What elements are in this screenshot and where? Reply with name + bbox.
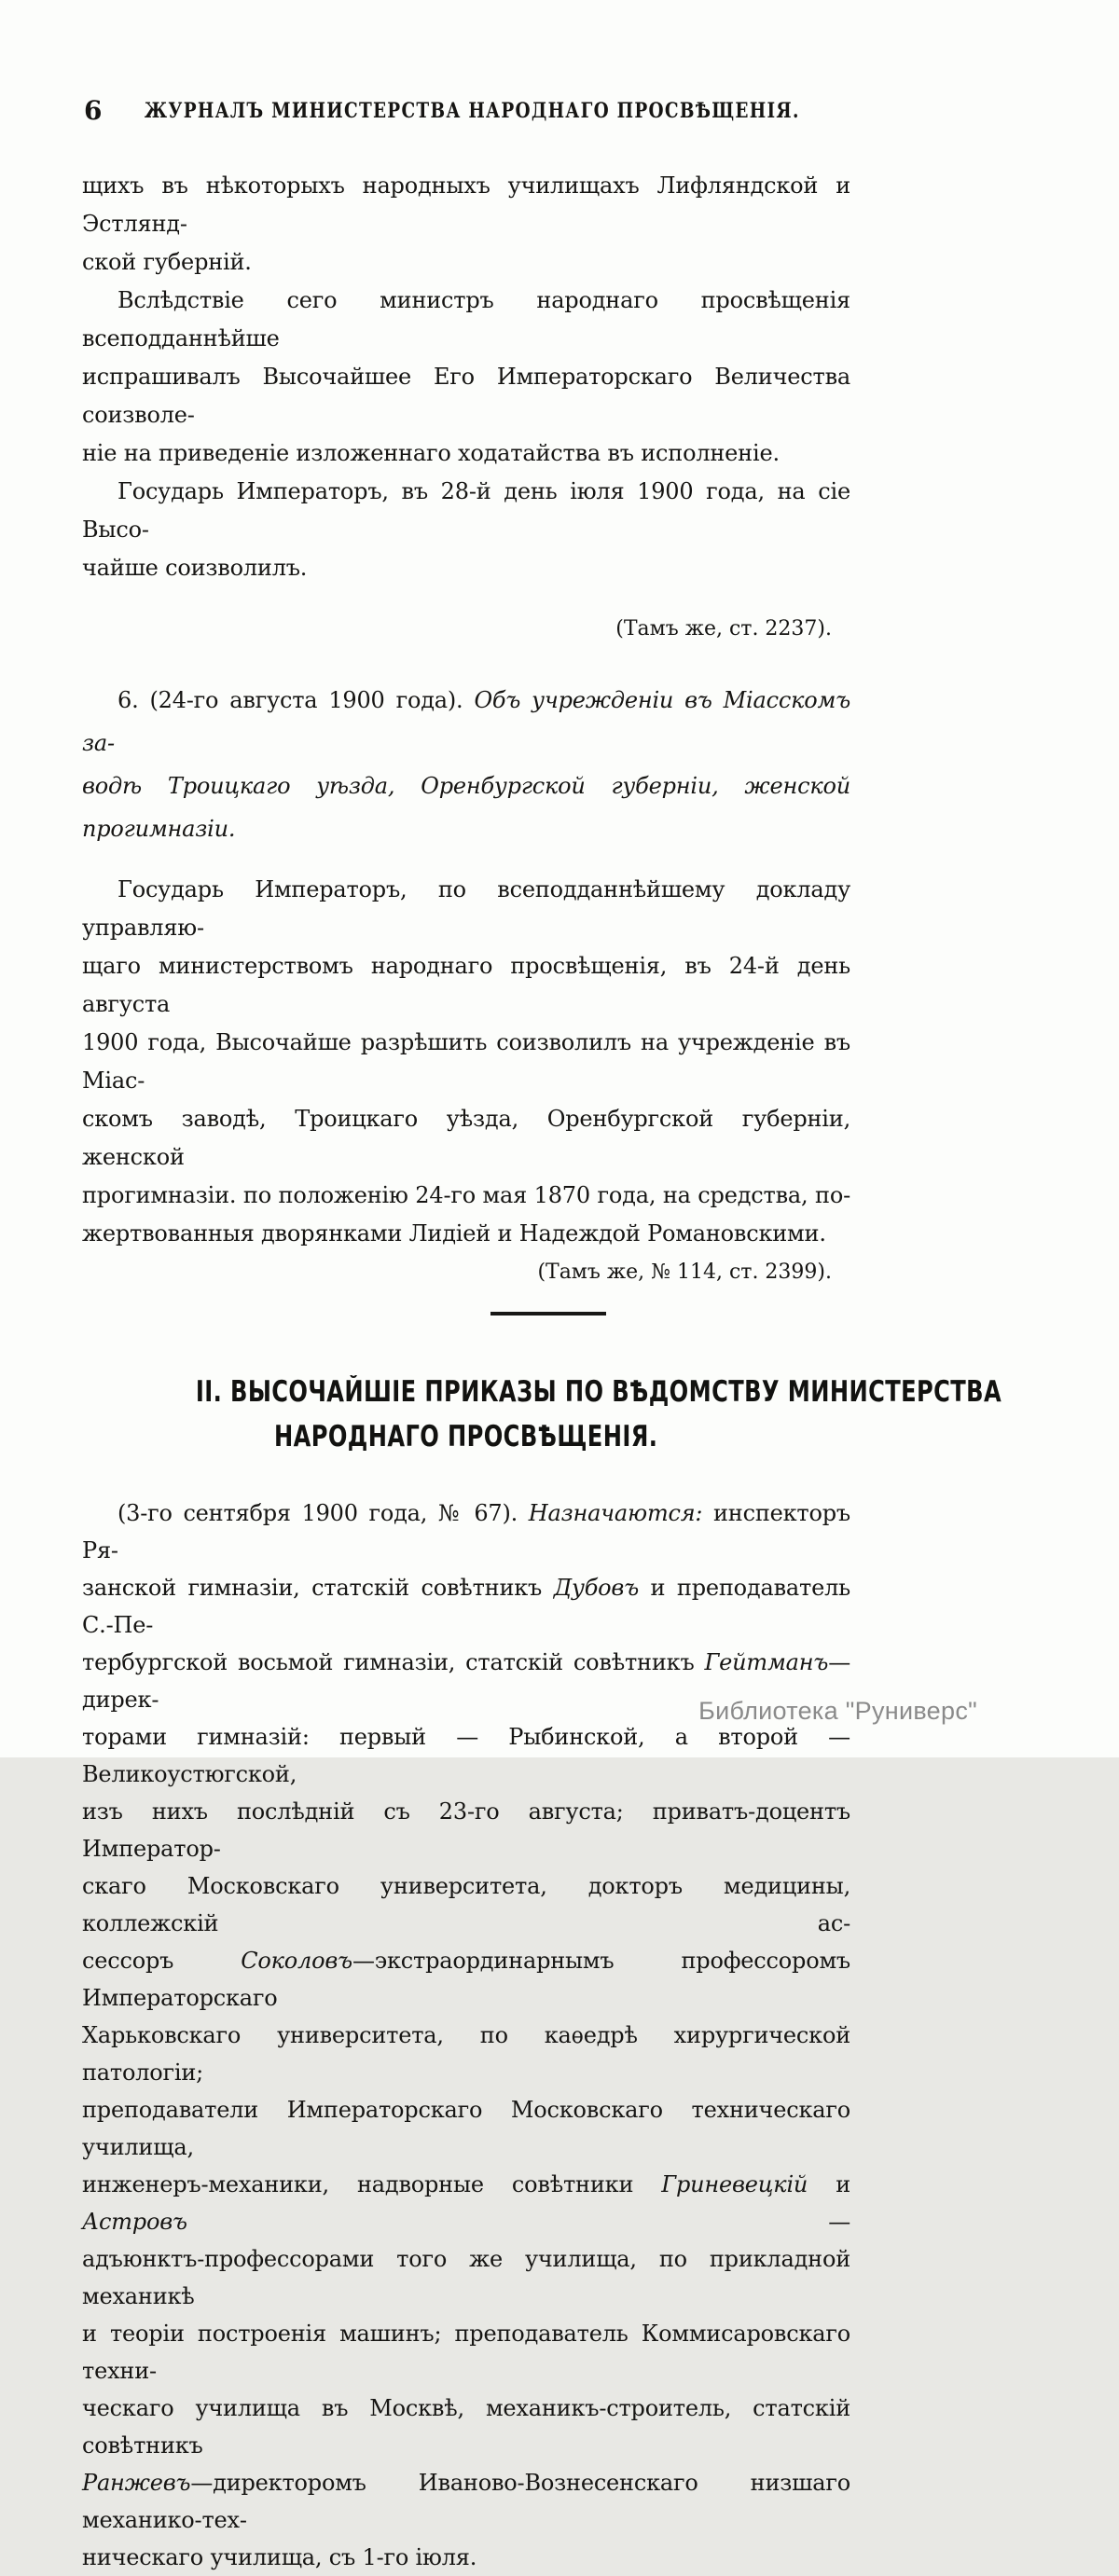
text-line: занской гимназіи, статскій совѣтникъ Дубовъ и преподаватель С.-Пе-	[82, 1575, 851, 1638]
library-watermark: Библиотека "Руниверс"	[698, 1697, 977, 1725]
text-line: (3-го сентября 1900 года, № 67). Назначаются: инспекторъ Ря-	[82, 1500, 850, 1564]
section-divider-rule	[490, 1312, 606, 1316]
text-line: Ранжевъ—директоромъ Иваново-Вознесенскаго низшаго механико-тех-	[82, 2470, 850, 2533]
text-line: ніе на приведеніе изложеннаго ходатайства въ исполненіе.	[82, 440, 780, 466]
text-line: скомъ заводѣ, Троицкаго уѣзда, Оренбургской губерніи, женской	[82, 1106, 850, 1170]
section2-heading-line1: II. ВЫСОЧАЙШІЕ ПРИКАЗЫ ПО ВѢДОМСТВУ МИНИСТЕРСТВА	[195, 1375, 1002, 1409]
section2-order-paragraph	[82, 1495, 850, 2576]
text-line: щаго министерствомъ народнаго просвѣщенія, въ 24-й день августа	[82, 953, 850, 1017]
text-line: водѣ Троицкаго уѣзда, Оренбургской губерніи, женской прогимназіи.	[82, 773, 850, 842]
text-column	[82, 0, 1002, 2576]
decree6-paragraph	[82, 871, 850, 1253]
text-line: Государь Императоръ, въ 28-й день іюля 1900 года, на сіе Высо-	[82, 478, 850, 543]
text-line: и теоріи построенія машинъ; преподаватель Коммисаровскаго техни-	[82, 2321, 850, 2384]
text-line: изъ нихъ послѣдній съ 23-го августа; приватъ-доцентъ Император-	[82, 1798, 850, 1862]
decree6-source-citation: (Тамъ же, № 114, ст. 2399).	[537, 1260, 832, 1284]
text-line: инженеръ-механики, надворные совѣтники Гриневецкій и Астровъ —	[82, 2171, 850, 2235]
section2-heading	[82, 1370, 1002, 1459]
text-line: Государь Императоръ, по всеподданнѣйшему докладу управляю-	[82, 876, 850, 941]
text-line: испрашивалъ Высочайшее Его Императорскаго Величества соизволе-	[82, 364, 850, 428]
decree5-paragraph-request	[82, 282, 850, 473]
text-line: жертвованныя дворянками Лидіей и Надеждой Романовскими.	[82, 1220, 826, 1247]
text-line: ской губерній.	[82, 249, 252, 275]
text-line: чайше соизволилъ.	[82, 555, 308, 581]
text-line: скаго Московскаго университета, докторъ медицины, коллежскій ас-	[82, 1873, 850, 1936]
decree5-paragraph-approval	[82, 473, 850, 587]
decree5-source-citation: (Тамъ же, ст. 2237).	[615, 617, 832, 641]
section2-heading-line1-wrap	[82, 1370, 1002, 1414]
running-title-wrap	[82, 96, 850, 128]
text-line: прогимназіи. по положенію 24-го мая 1870 года, на средства, по-	[82, 1182, 850, 1208]
text-line: щихъ въ нѣкоторыхъ народныхъ училищахъ Лифляндской и Эстлянд-	[82, 172, 850, 237]
page-number: 6	[84, 95, 103, 126]
text-line: торами гимназій: первый — Рыбинской, а второй — Великоустюгской,	[82, 1724, 850, 1787]
text-line: адъюнктъ-профессорами того же училища, по прикладной механикѣ	[82, 2246, 850, 2309]
text-line: преподаватели Императорскаго Московскаго техническаго училища,	[82, 2097, 850, 2160]
text-line: 6. (24-го августа 1900 года). Объ учрежденіи въ Міасскомъ за-	[82, 687, 850, 756]
text-line: 1900 года, Высочайше разрѣшить соизволилъ на учрежденіе въ Міас-	[82, 1029, 850, 1094]
decree5-paragraph-continuation	[82, 167, 850, 282]
text-line: Харьковскаго университета, по каѳедрѣ хирургической патологіи;	[82, 2022, 850, 2086]
journal-running-title: ЖУРНАЛЪ МИНИСТЕРСТВА НАРОДНАГО ПРОСВѢЩЕНІЯ.	[144, 99, 800, 123]
running-head	[82, 96, 850, 126]
section2-heading-line2-wrap	[82, 1414, 850, 1459]
decree6-heading	[82, 679, 850, 850]
text-line: ническаго училища, съ 1-го іюля.	[82, 2544, 477, 2570]
text-line: тербургской восьмой гимназіи, статскій совѣтникъ Гейтманъ—дирек-	[82, 1649, 850, 1713]
section2-heading-line2: НАРОДНАГО ПРОСВѢЩЕНІЯ.	[274, 1420, 658, 1453]
text-line: сессоръ Соколовъ—экстраординарнымъ профессоромъ Императорскаго	[82, 1948, 850, 2011]
text-line: ческаго училища въ Москвѣ, механикъ-строитель, статскій совѣтникъ	[82, 2395, 850, 2459]
text-line: Вслѣдствіе сего министръ народнаго просвѣщенія всеподданнѣйше	[82, 287, 850, 351]
